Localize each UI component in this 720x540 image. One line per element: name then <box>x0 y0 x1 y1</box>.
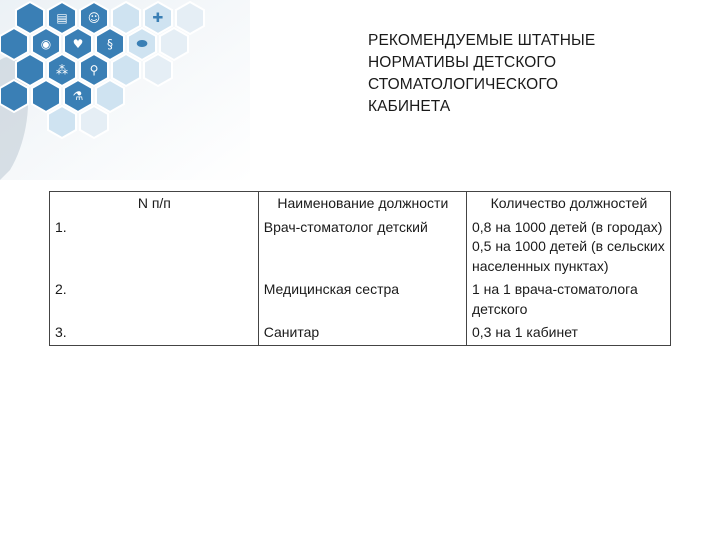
table-row <box>50 278 671 321</box>
hex-tile <box>16 2 44 34</box>
table-header-row <box>50 192 671 216</box>
row-count: 1 на 1 врача-стоматолога детского <box>466 278 670 321</box>
eye-icon: ◉ <box>40 37 52 51</box>
lab-flask-icon: ⚗ <box>72 89 84 103</box>
row-number: 2. <box>50 278 259 321</box>
title-line: СТОМАТОЛОГИЧЕСКОГО <box>368 76 559 93</box>
row-number: 3. <box>50 321 259 345</box>
header-number: N п/п <box>50 192 259 216</box>
row-position: Врач-стоматолог детский <box>258 216 466 279</box>
row-number: 1. <box>50 216 259 279</box>
header-count: Количество должностей <box>466 192 670 216</box>
row-count: 0,3 на 1 кабинет <box>466 321 670 345</box>
header-position: Наименование должности <box>258 192 466 216</box>
row-count: 0,8 на 1000 детей (в городах) 0,5 на 1000 детей (в сельских населенных пунктах) <box>466 216 670 279</box>
person-icon: ☺ <box>87 11 101 25</box>
row-position: Медицинская сестра <box>258 278 466 321</box>
dna-icon: § <box>107 37 113 51</box>
pill-icon: ⬬ <box>136 37 148 52</box>
table-row <box>50 216 671 279</box>
molecule-icon: ⁂ <box>56 63 68 77</box>
medical-hexagon-decoration <box>0 0 250 180</box>
medical-cross-icon: ✚ <box>152 11 164 26</box>
row-position: Санитар <box>258 321 466 345</box>
heart-icon: ♥ <box>72 37 84 51</box>
staffing-table <box>49 191 671 346</box>
page-title <box>368 30 668 118</box>
document-icon: ▤ <box>56 11 68 25</box>
table-row <box>50 321 671 345</box>
microscope-icon: ⚲ <box>89 63 99 77</box>
title-line: НОРМАТИВЫ ДЕТСКОГО <box>368 54 557 71</box>
title-line: РЕКОМЕНДУЕМЫЕ ШТАТНЫЕ <box>368 32 596 49</box>
title-line: КАБИНЕТА <box>368 98 451 115</box>
